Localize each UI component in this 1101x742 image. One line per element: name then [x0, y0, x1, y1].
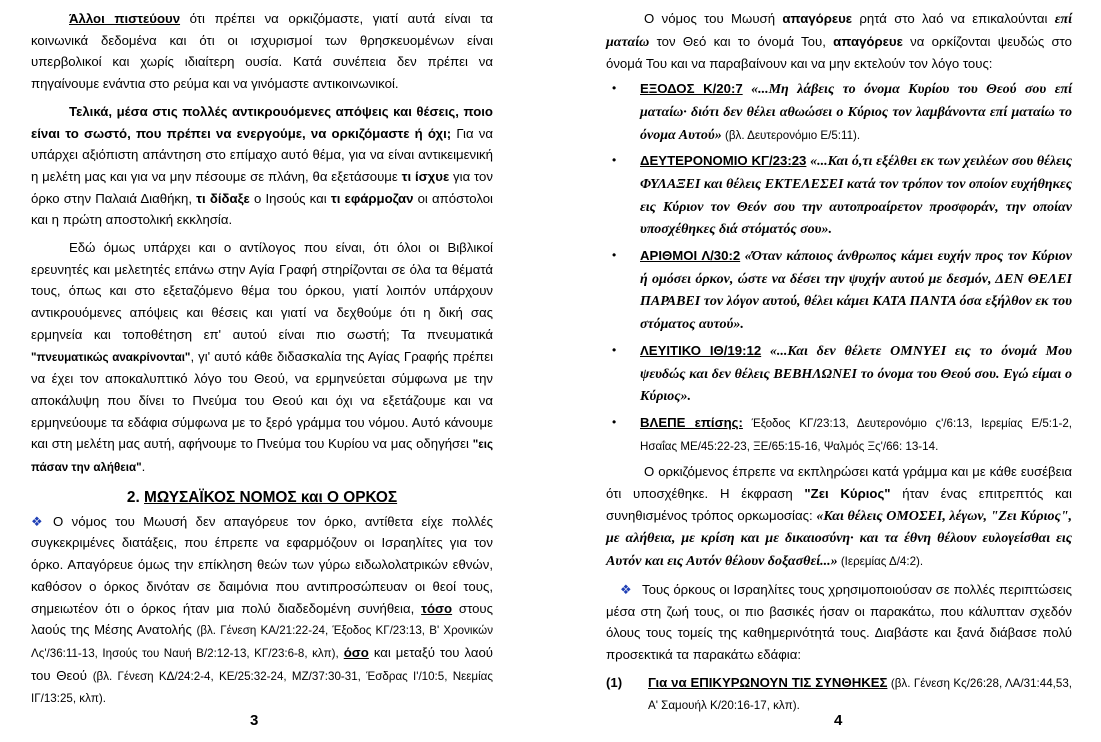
right-page	[606, 8, 1072, 717]
bullet-icon: •	[612, 81, 617, 96]
list-item: • ΛΕΥΙΤΙΚΟ ΙΘ/19:12 «...Και δεν θέλετε ΟΜΝΥΕΙ εις το όνομά Μου ψευδώς και δεν θέλεις ΒΕΒΗΛΩΝΕΙ το όνομα του Θεού σου. Εγώ είμαι ο Κύριος».	[606, 340, 1072, 408]
numbered-item: (1) Για να ΕΠΙΚΥΡΩΝΟΥΝ ΤΙΣ ΣΥΝΘΗΚΕΣ (βλ. Γένεση Κς/26:28, ΛΑ/31:44,53, Α' Σαμουήλ Κ/20:16-17, κλπ).	[606, 674, 1072, 713]
page-number: 4	[834, 712, 843, 729]
paragraph: Εδώ όμως υπάρχει και ο αντίλογος που είναι, ότι όλοι οι Βιβλικοί ερευνητές και μελετητές επάνω στην Αγία Γραφή στηρίζονται σε όλα τα θέματά τους, όπως και στο εξεταζόμενο θέμα του όρκου, γιατί λοιπόν υπάρχουν αντικρουόμενες απόψεις και θέσεις και γιατί να δεχθούμε ότι η δική σας ερμηνεία και τοποθέτηση επ' αυτού είναι πιο σωστή; Τα πνευματικά "πνευματικώς ανακρίνονται", γι' αυτό κάθε διδασκαλία της Αγίας Γραφής πρέπει να έχει τον αποκαλυπτικό λόγο του Θεού, να ερμηνεύεται σύμφωνα με την αποκάλυψη που δίνει το Πνεύμα του Θεού και όχι να εξετάζουμε και να ερμηνεύουμε τα εδάφια σύμφωνα με το ξερό γράμμα του νόμου. Αυτό κάνουμε και στη μελέτη μας αυτή, αφήνουμε το Πνεύμα του Κυρίου να μας οδηγήσει "εις πάσαν την αλήθεια".	[31, 240, 493, 475]
list-item: • ΔΕΥΤΕΡΟΝΟΜΙΟ ΚΓ/23:23 «...Και ό,τι εξέλθει εκ των χειλέων σου θέλεις ΦΥΛΑΞΕΙ και θέλεις ΕΚΤΕΛΕΣΕΙ κατά τον τρόπον τον οποίον ευχήθηκες εις Κύριον τον Θεόν σου την αυτοπροαίρετον προσφοράν, την οποίαν υποσχέθηκες διά στόματός σου».	[606, 150, 1072, 241]
paragraph: Ο νόμος του Μωυσή απαγόρευε ρητά στο λαό να επικαλούνται επί ματαίω τον Θεό και το όνομά Του, απαγόρευε να ορκίζονται ψευδώς στο όνομά Του και να παραβαίνουν και να μην εκτελούν τον λόγο τους:	[606, 11, 1072, 72]
diamond-bullet-icon: ❖	[620, 581, 632, 597]
paragraph: ❖ Ο νόμος του Μωυσή δεν απαγόρευε τον όρκο, αντίθετα είχε πολλές συγκεκριμένες διατάξεις, που έπρεπε να εφαρμόζουν οι Ισραηλίτες για τον όρκο. Απαγόρευε όμως την επίκληση θεών των γύρω ειδωλολατρικών εθνών, καθόσον ο όρκος δινόταν σε δαιμόνια που αντιπροσώπευαν οι θεοί τους, σημειωτέον ότι ο όρκος ήταν μια πολύ διαδεδομένη συνήθεια, τόσο στους λαούς της Μέσης Ανατολής (βλ. Γένεση ΚΑ/21:22-24, Έξοδος ΚΓ/23:13, Β' Χρονικών Λς'/36:11-13, Ιησούς του Ναυή Β/2:12-13, ΚΓ/23:6-8, κλπ), όσο και μεταξύ του λαού του Θεού (βλ. Γένεση ΚΔ/24:2-4, ΚΕ/25:32-24, ΜΖ/37:30-31, Έσδρας Ι'/10:5, Νεεμίας ΙΓ/13:25, κλπ).	[31, 511, 493, 710]
bullet-icon: •	[612, 248, 617, 263]
page-number: 3	[250, 712, 259, 729]
paragraph: Τελικά, μέσα στις πολλές αντικρουόμενες απόψεις και θέσεις, ποιο είναι το σωστό, που πρέπει να ενεργούμε, να ορκιζόμαστε ή όχι; Για να υπάρχει αξιόπιστη απάντηση στο επίμαχο αυτό θέμα, για να είναι αντικειμενική η μελέτη μας και για να μην πέσουμε σε πλάνη, θα εξετάσουμε τι ίσχυε για τον όρκο στην Παλαιά Διαθήκη, τι δίδαξε ο Ιησούς και τι εφάρμοζαν οι απόστολοι και η πρώτη αποστολική εκκλησία.	[31, 103, 494, 228]
bullet-icon: •	[612, 342, 617, 357]
list-item: • ΕΞΟΔΟΣ Κ/20:7 «...Μη λάβεις το όνομα Κυρίου του Θεού σου επί ματαίω· διότι δεν θέλει αθωώσει ο Κύριος τον λαμβάνοντα επί ματαίω το όνομα Αυτού» (βλ. Δευτερονόμιο Ε/5:11).	[606, 78, 1072, 146]
section-heading: 2. ΜΩΥΣΑΪΚΟΣ ΝΟΜΟΣ και Ο ΟΡΚΟΣ	[126, 488, 398, 506]
scripture-bullet-list	[606, 78, 1072, 457]
list-item: • ΒΛΕΠΕ επίσης: Έξοδος ΚΓ/23:13, Δευτερονόμιο ς'/6:13, Ιερεμίας Ε/5:1-2, Ησαΐας ΜΕ/45:22-23, ΞΕ/65:15-16, Ψαλμός Ξς'/66: 13-14.	[606, 412, 1072, 457]
list-item: • ΑΡΙΘΜΟΙ Λ/30:2 «Όταν κάποιος άνθρωπος κάμει ευχήν προς τον Κύριον ή ομόσει όρκον, ώστε να δέσει την ψυχήν αυτού με δεσμόν, ΔΕΝ ΘΕΛΕΙ ΠΑΡΑΒΕΙ τον λόγον αυτού, θέλει κάμει ΚΑΤΑ ΠΑΝΤΑ όσα εξήλθον εκ του στόματος αυτού».	[606, 245, 1072, 336]
diamond-bullet-icon: ❖	[31, 513, 43, 529]
bullet-icon: •	[612, 414, 617, 429]
paragraph: ❖ Τους όρκους οι Ισραηλίτες τους χρησιμοποιούσαν σε πολλές περιπτώσεις μέσα στη ζωή τους, οι πιο βασικές ήσαν οι παρακάτω, που κάλυπταν σχεδόν όλους τους τομείς της καθημερινότητά τους. Διαβάστε και ξανά διάβασε πολύ προσεκτικά τα παρακάτω εδάφια:	[606, 579, 1072, 666]
left-page	[31, 8, 493, 710]
bullet-icon: •	[612, 153, 617, 168]
paragraph: Άλλοι πιστεύουν ότι πρέπει να ορκιζόμαστε, γιατί αυτά είναι τα κοινωνικά δεδομένα και ότι οι ισχυρισμοί των θρησκευομένων είναι υπερβολικοί και χωρίς ιδιαίτερη ουσία. Κατά συνέπεια δεν πρέπει να πηγαίνουμε ενάντια στο ρεύμα και να γινόμαστε αντικοινωνικοί.	[31, 11, 493, 92]
paragraph: Ο ορκιζόμενος έπρεπε να εκπληρώσει κατά γράμμα και με κάθε ευσέβεια ότι υποσχέθηκε. Η έκφραση "Ζει Κύριος" ήταν ένας επιτρεπτός και συνηθισμένος τρόπος ορκωμοσίας: «Και θέλεις ΟΜΟΣΕΙ, λέγων, "Ζει Κύριος", με αλήθεια, με κρίση και με δικαιοσύνη· και τα έθνη θέλουν ευλογείσθαι εις Αυτόν και εις Αυτόν θέλουν δοξασθεί...» (Ιερεμίας Δ/4:2).	[606, 464, 1072, 570]
